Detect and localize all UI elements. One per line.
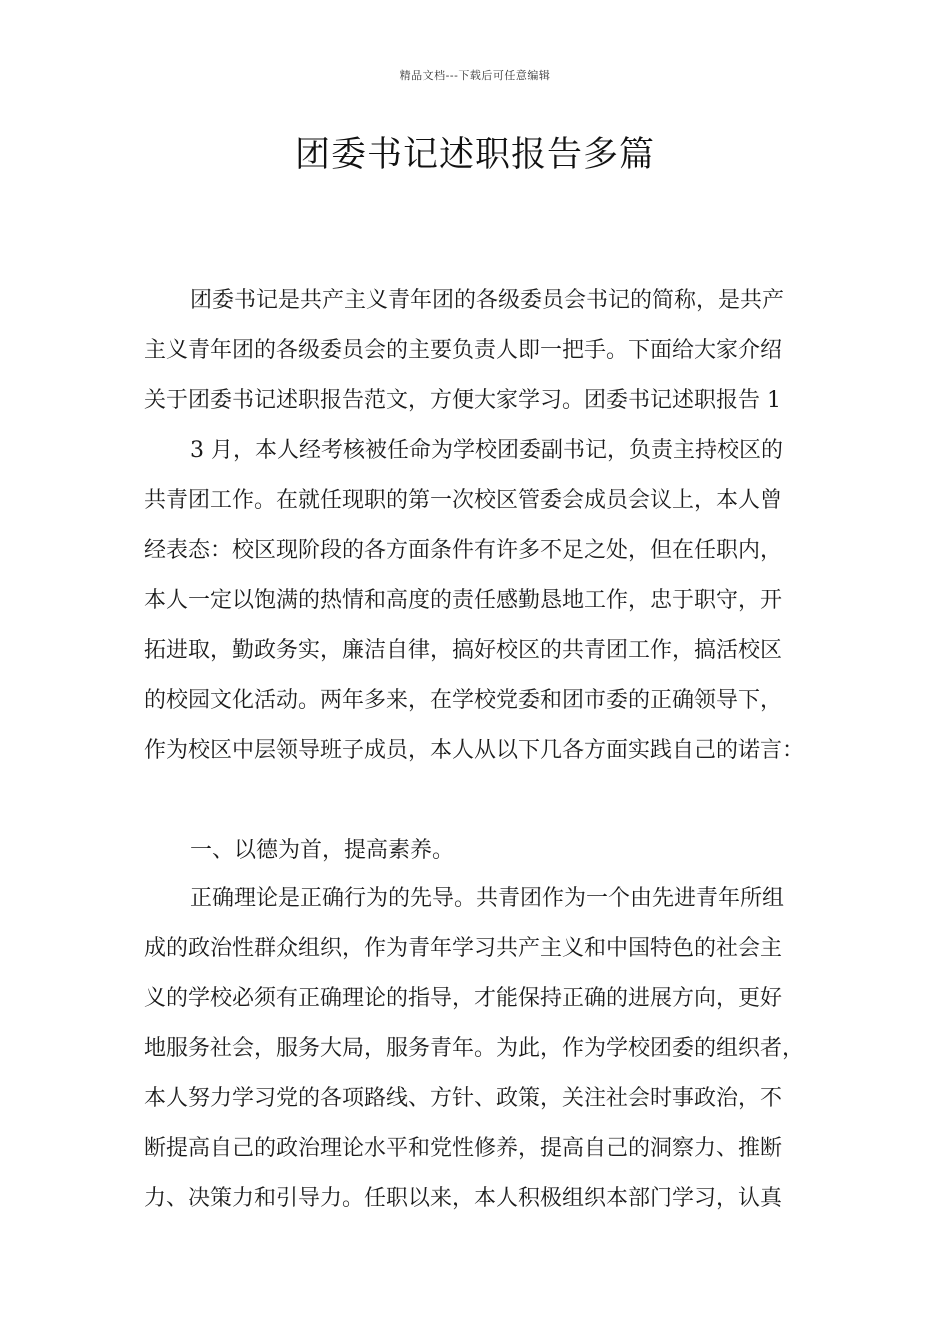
text-line: 力、决策力和引导力。任职以来，本人积极组织本部门学习，认真 [144,1186,783,1211]
text-line: 经表态：校区现阶段的各方面条件有许多不足之处，但在任职内， [144,538,783,563]
paragraph-intro [144,276,824,426]
paragraph-section-body [144,874,824,1224]
section-heading [144,826,824,876]
text-line: 的校园文化活动。两年多来，在学校党委和团市委的正确领导下， [144,688,783,713]
section-heading-text: 一、以德为首，提高素养。 [190,838,455,863]
text-line: 拓进取，勤政务实，廉洁自律，搞好校区的共青团工作，搞活校区 [144,638,783,663]
document-title: 团委书记述职报告多篇 [294,135,655,175]
text-line: 断提高自己的政治理论水平和党性修养，提高自己的洞察力、推断 [144,1136,783,1161]
text-line: 关于团委书记述职报告范文，方便大家学习。团委书记述职报告 1 [144,388,781,413]
header-note: 精品文档---下载后可任意编辑 [399,69,551,82]
text-line: 团委书记是共产主义青年团的各级委员会书记的简称，是共产 [190,288,785,313]
text-line: 本人努力学习党的各项路线、方针、政策，关注社会时事政治，不 [144,1086,783,1111]
paragraph-report-start [144,426,824,776]
text-line: 成的政治性群众组织，作为青年学习共产主义和中国特色的社会主 [144,936,783,961]
text-line: 义的学校必须有正确理论的指导，才能保持正确的进展方向，更好 [144,986,783,1011]
text-line: 作为校区中层领导班子成员，本人从以下几各方面实践自己的诺言： [144,738,805,763]
text-line: 本人一定以饱满的热情和高度的责任感勤恳地工作，忠于职守，开 [144,588,783,613]
text-line: 3 月，本人经考核被任命为学校团委副书记，负责主持校区的 [190,438,783,463]
text-line: 主义青年团的各级委员会的主要负责人即一把手。下面给大家介绍 [144,338,783,363]
text-line: 共青团工作。在就任现职的第一次校区管委会成员会议上，本人曾 [144,488,783,513]
text-line: 地服务社会，服务大局，服务青年。为此，作为学校团委的组织者， [144,1036,805,1061]
text-line: 正确理论是正确行为的先导。共青团作为一个由先进青年所组 [190,886,785,911]
